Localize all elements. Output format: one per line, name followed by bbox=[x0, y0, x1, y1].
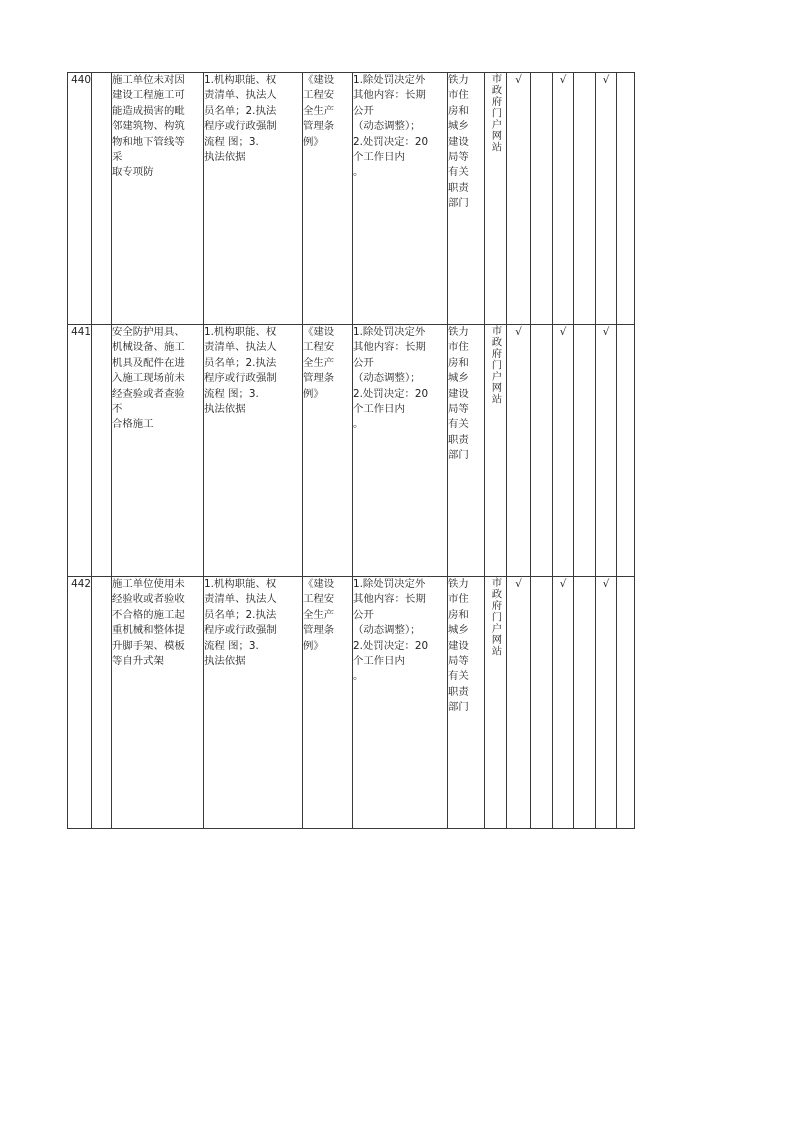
disclosure-item: 安全防护用具、 机械设备、施工 机具及配件在进 入施工现场前未 经查验或者查验 不 合格施工 bbox=[112, 325, 204, 577]
row-index: 440 bbox=[68, 73, 92, 325]
check-mark bbox=[617, 73, 635, 325]
check-mark bbox=[574, 577, 596, 829]
check-mark: √ bbox=[596, 325, 617, 577]
channel-cell bbox=[485, 577, 507, 829]
channel-cell bbox=[485, 325, 507, 577]
disclosure-subject: 铁力 市住 房和 城乡 建设 局等 有关 职责 部门 bbox=[448, 325, 485, 577]
check-mark: √ bbox=[507, 577, 531, 829]
check-mark bbox=[531, 73, 553, 325]
check-mark bbox=[531, 325, 553, 577]
disclosure-content: 1.机构职能、权 责清单、执法人 员名单；2.执法 程序或行政强制 流程 图；3. 执法依据 bbox=[204, 325, 303, 577]
disclosure-table bbox=[67, 72, 635, 829]
disclosure-content: 1.机构职能、权 责清单、执法人 员名单；2.执法 程序或行政强制 流程 图；3. 执法依据 bbox=[204, 73, 303, 325]
basis-cell bbox=[303, 577, 353, 829]
disclosure-timeframe: 1.除处罚决定外 其他内容：长期 公开 （动态调整）； 2.处罚决定：20 个工作日内 。 bbox=[353, 73, 448, 325]
disclosure-item: 施工单位使用未 经验收或者验收 不合格的施工起 重机械和整体提 升脚手架、模板 等自升式架 bbox=[112, 577, 204, 829]
check-mark: √ bbox=[596, 577, 617, 829]
disclosure-basis: 《建设 工程安 全生产 管理条 例》 bbox=[303, 578, 335, 652]
disclosure-basis: 《建设 工程安 全生产 管理条 例》 bbox=[303, 326, 335, 400]
basis-cell bbox=[303, 73, 353, 325]
check-mark: √ bbox=[507, 73, 531, 325]
disclosure-timeframe: 1.除处罚决定外 其他内容：长期 公开 （动态调整）； 2.处罚决定：20 个工作日内 。 bbox=[353, 577, 448, 829]
check-mark bbox=[531, 577, 553, 829]
disclosure-channel: 市政府门户网站 bbox=[489, 325, 502, 405]
table-row bbox=[68, 577, 635, 829]
check-mark bbox=[574, 325, 596, 577]
disclosure-content: 1.机构职能、权 责清单、执法人 员名单；2.执法 程序或行政强制 流程 图；3. 执法依据 bbox=[204, 577, 303, 829]
disclosure-basis: 《建设 工程安 全生产 管理条 例》 bbox=[303, 74, 335, 148]
empty-cell bbox=[92, 577, 112, 829]
check-mark: √ bbox=[553, 577, 574, 829]
table-row bbox=[68, 325, 635, 577]
check-mark bbox=[617, 577, 635, 829]
basis-cell bbox=[303, 325, 353, 577]
disclosure-subject: 铁力 市住 房和 城乡 建设 局等 有关 职责 部门 bbox=[448, 577, 485, 829]
empty-cell bbox=[92, 73, 112, 325]
disclosure-channel: 市政府门户网站 bbox=[489, 577, 502, 657]
empty-cell bbox=[92, 325, 112, 577]
row-index: 442 bbox=[68, 577, 92, 829]
disclosure-timeframe: 1.除处罚决定外 其他内容：长期 公开 （动态调整）； 2.处罚决定：20 个工作日内 。 bbox=[353, 325, 448, 577]
channel-cell bbox=[485, 73, 507, 325]
check-mark bbox=[617, 325, 635, 577]
check-mark: √ bbox=[553, 73, 574, 325]
check-mark: √ bbox=[553, 325, 574, 577]
disclosure-subject: 铁力 市住 房和 城乡 建设 局等 有关 职责 部门 bbox=[448, 73, 485, 325]
check-mark: √ bbox=[507, 325, 531, 577]
check-mark bbox=[574, 73, 596, 325]
disclosure-item: 施工单位未对因 建设工程施工可 能造成损害的毗 邻建筑物、构筑 物和地下管线等 采 取专项防 bbox=[112, 73, 204, 325]
row-index: 441 bbox=[68, 325, 92, 577]
disclosure-channel: 市政府门户网站 bbox=[489, 73, 502, 153]
table-row bbox=[68, 73, 635, 325]
check-mark: √ bbox=[596, 73, 617, 325]
